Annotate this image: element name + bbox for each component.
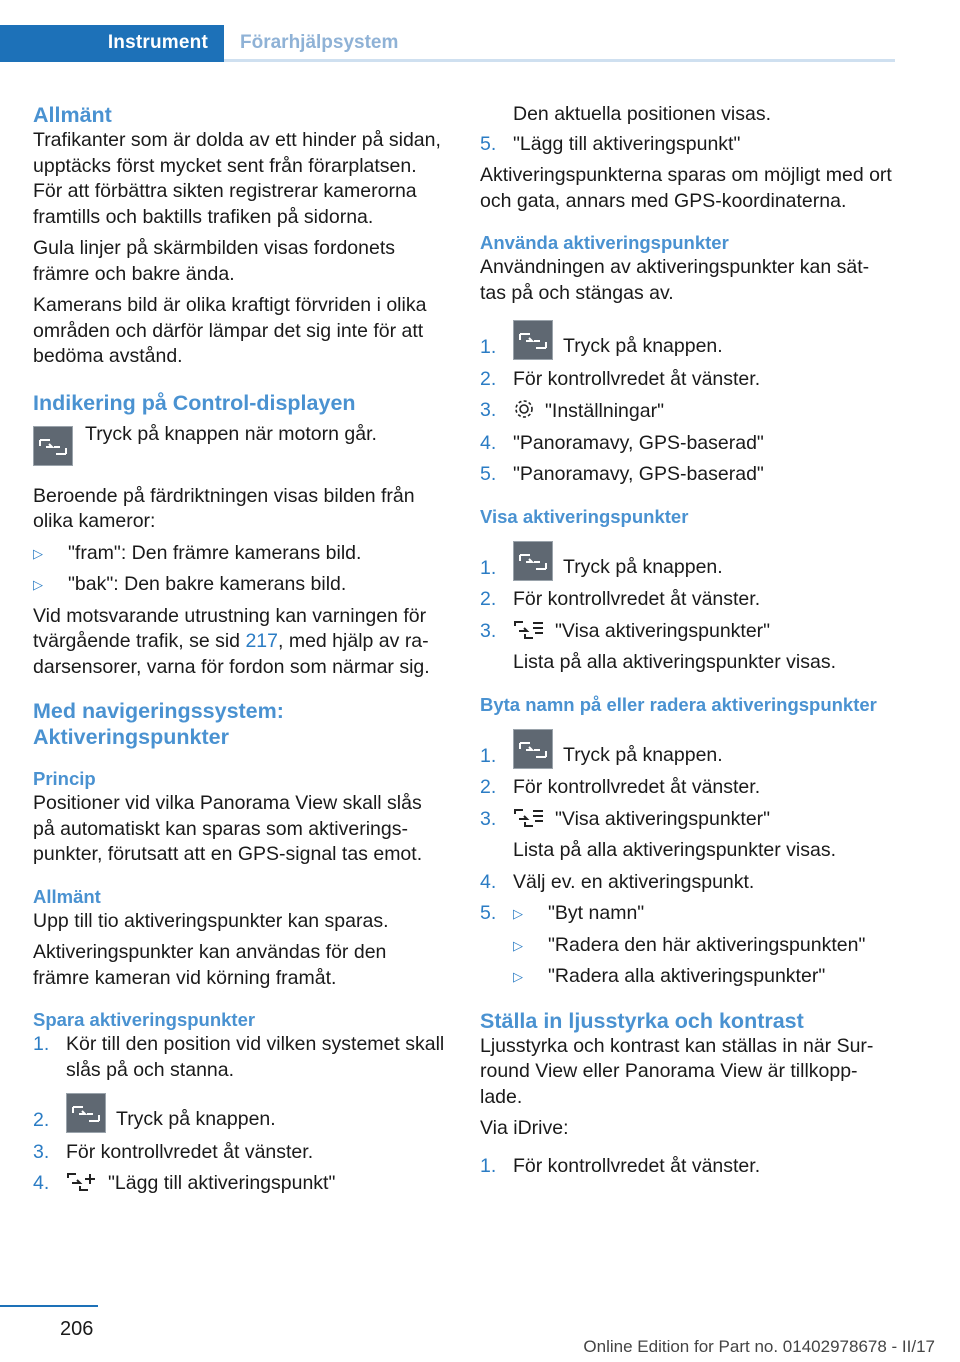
heading-allmant-2: Allmänt xyxy=(33,885,101,907)
heading-stalla: Ställa in ljusstyrka och kontrast xyxy=(480,1008,804,1033)
camera-button-icon xyxy=(66,1093,106,1133)
step-item: 3. "Visa aktiveringspunkter" Lista på alla aktiveringspunkter visas. xyxy=(480,807,836,861)
step-item: 4. "Panoramavy, GPS-baserad" xyxy=(480,431,764,454)
paragraph: Positioner vid vilka Panorama View skall slås på automatiskt kan sparas som aktiverings-punkter, förutsatt att en GPS-signal tas emot. xyxy=(33,792,423,865)
bullet-icon: ▷ xyxy=(513,969,523,984)
paragraph: Ljusstyrka och kontrast kan ställas in när Sur-round View eller Panorama View är tillkopp-lade. xyxy=(480,1034,874,1108)
bullet-icon: ▷ xyxy=(513,906,523,921)
gear-icon xyxy=(513,398,535,420)
step-item: 3. För kontrollvredet åt vänster. xyxy=(33,1140,314,1163)
list-item: ▷ "fram": Den främre kamerans bild. xyxy=(33,541,448,567)
step-item: 1. Tryck på knappen. xyxy=(480,320,895,361)
list-item: ▷ "bak": Den bakre kamerans bild. xyxy=(33,572,448,598)
step-item: 4. Välj ev. en aktiveringspunkt. xyxy=(480,870,755,893)
list-points-icon xyxy=(513,620,545,640)
heading-byta: Byta namn på eller radera aktiveringspunkter xyxy=(480,693,877,715)
list-item: ▷ "Radera den här aktiveringspunkten" xyxy=(513,933,895,959)
paragraph: Användningen av aktiveringspunkter kan sät-tas på och stängas av. xyxy=(480,256,870,304)
step-item: 1. Tryck på knappen. xyxy=(480,541,895,582)
step-item: 5. "Panoramavy, GPS-baserad" xyxy=(480,463,764,485)
heading-visa: Visa aktiveringspunkter xyxy=(480,505,689,527)
step-item: 5. ▷ "Byt namn" xyxy=(480,901,895,927)
paragraph: Trafikanter som är dolda av ett hinder på sidan, upptäcks först mycket sent från förarplatsen. För att förbättra sikten registrerar kamerorna framtills och baktills trafiken på sidorna. xyxy=(33,129,441,228)
paragraph: Vid motsvarande utrustning kan varningen för tvärgående trafik, se sid 217, med hjälp av ra-darsensorer, varna för fordon som närmar sig. xyxy=(33,604,430,678)
step-item: 1. För kontrollvredet åt vänster. xyxy=(480,1154,761,1177)
header-tabs xyxy=(0,25,895,62)
list-item: ▷ "Radera alla aktiveringspunkter" xyxy=(513,964,895,990)
icon-text: Tryck på knappen när motorn går. xyxy=(85,422,377,445)
heading-allmant: Allmänt xyxy=(33,103,112,127)
paragraph: Aktiveringspunkterna sparas om möjligt med ort och gata, annars med GPS-koordinaterna. xyxy=(480,164,892,212)
heading-med-nav: Med navigeringssystem: Aktiveringspunkter xyxy=(33,699,284,749)
step-item: 3. "Inställningar" xyxy=(480,399,664,422)
paragraph: Beroende på färdriktningen visas bilden från olika kameror: xyxy=(33,484,415,532)
left-column xyxy=(33,102,448,1203)
bullet-icon: ▷ xyxy=(33,545,43,561)
list-item: ▷ "Byt namn" xyxy=(513,901,895,927)
paragraph: Via iDrive: xyxy=(480,1117,569,1139)
camera-button-icon xyxy=(33,426,73,466)
step-item: 4. "Lägg till aktiveringspunkt" xyxy=(33,1172,336,1194)
step-item: 2. Tryck på knappen. xyxy=(33,1093,448,1134)
step-item: 1. Kör till den position vid vilken systemet skall slås på och stanna. xyxy=(33,1033,445,1081)
button-instruction xyxy=(33,422,448,466)
list-points-icon xyxy=(513,808,545,828)
heading-princip: Princip xyxy=(33,768,96,789)
step-item: 2. För kontrollvredet åt vänster. xyxy=(480,367,761,390)
tab-instrument xyxy=(0,25,224,62)
heading-anvanda: Använda aktiveringspunkter xyxy=(480,232,729,253)
step-item: 1. Tryck på knappen. xyxy=(480,729,895,770)
tab-forarhjalpsystem: Förarhjälpsystem xyxy=(240,32,399,53)
step-item: 3. "Visa aktiveringspunkter" Lista på alla aktiveringspunkter visas. xyxy=(480,619,836,673)
camera-button-icon xyxy=(513,729,553,769)
right-column xyxy=(480,102,895,1185)
camera-button-icon xyxy=(513,320,553,360)
paragraph: Kamerans bild är olika kraftigt förvriden i olika områden och därför lämpar det sig inte för att bedöma avstånd. xyxy=(33,294,427,367)
step-item: 2. För kontrollvredet åt vänster. xyxy=(480,776,761,798)
step-item: 5. "Lägg till aktiveringspunkt" xyxy=(480,132,741,155)
page-number: 206 xyxy=(60,1318,94,1340)
footer-divider xyxy=(0,1305,98,1307)
page-link[interactable]: 217 xyxy=(245,630,278,652)
heading-spara: Spara aktiveringspunkter xyxy=(33,1009,256,1030)
bullet-icon: ▷ xyxy=(33,577,43,592)
paragraph: Gula linjer på skärmbilden visas fordonets främre och bakre ända. xyxy=(33,237,396,285)
header-divider xyxy=(224,59,895,62)
add-point-icon xyxy=(66,1172,98,1192)
camera-button-icon xyxy=(513,541,553,581)
heading-indikering: Indikering på Control-displayen xyxy=(33,390,356,415)
step-item: 2. För kontrollvredet åt vänster. xyxy=(480,588,761,610)
paragraph: Upp till tio aktiveringspunkter kan sparas. xyxy=(33,909,389,932)
paragraph: Aktiveringspunkter kan användas för den främre kameran vid körning framåt. xyxy=(33,941,387,989)
tab-instrument-label: Instrument xyxy=(107,32,208,53)
step-continuation: Den aktuella positionen visas. xyxy=(513,103,771,125)
bullet-icon: ▷ xyxy=(513,937,523,953)
edition-note: Online Edition for Part no. 01402978678 - II/17 xyxy=(583,1337,935,1356)
